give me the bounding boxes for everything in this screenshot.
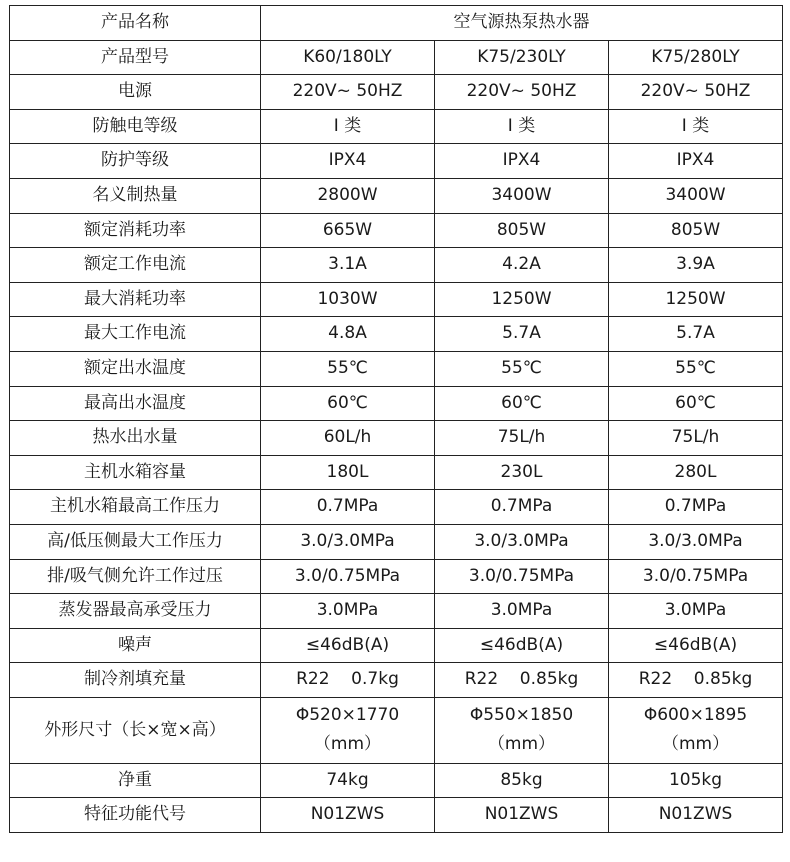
row-label: 排/吸气侧允许工作过压	[10, 559, 261, 594]
table-row	[10, 109, 783, 144]
spec-value-cell: N01ZWS	[261, 798, 435, 833]
spec-value-cell: 805W	[435, 213, 609, 248]
table-row	[10, 386, 783, 421]
spec-value-cell: 3.9A	[609, 248, 783, 283]
tail-rows	[10, 763, 783, 832]
spec-value-cell: 85kg	[435, 763, 609, 798]
spec-value-cell: 5.7A	[609, 317, 783, 352]
row-label: 产品型号	[10, 40, 261, 75]
row-label: 产品名称	[10, 6, 261, 41]
spec-table	[9, 5, 783, 833]
spec-value-cell: IPX4	[435, 144, 609, 179]
spec-value-cell: 665W	[261, 213, 435, 248]
spec-value-cell: 3.0/0.75MPa	[261, 559, 435, 594]
row-label: 额定消耗功率	[10, 213, 261, 248]
row-label: 净重	[10, 763, 261, 798]
spec-value-cell: 60℃	[261, 386, 435, 421]
row-label: 主机水箱最高工作压力	[10, 490, 261, 525]
spec-value-cell: 75L/h	[435, 421, 609, 456]
table-row	[10, 421, 783, 456]
spec-value-cell: N01ZWS	[435, 798, 609, 833]
spec-value-cell: 220V~ 50HZ	[261, 75, 435, 110]
row-label: 高/低压侧最大工作压力	[10, 524, 261, 559]
table-row	[10, 75, 783, 110]
table-row	[10, 594, 783, 629]
spec-value-cell: K60/180LY	[261, 40, 435, 75]
spec-value-cell: 3.0MPa	[609, 594, 783, 629]
spec-value-cell: 3.0/3.0MPa	[609, 524, 783, 559]
table-row	[10, 628, 783, 663]
spec-rows	[10, 40, 783, 697]
table-row	[10, 144, 783, 179]
table-row	[10, 524, 783, 559]
table-row	[10, 798, 783, 833]
spec-value-cell: ≤46dB(A)	[435, 628, 609, 663]
spec-value-cell: IPX4	[261, 144, 435, 179]
spec-value-cell: 4.2A	[435, 248, 609, 283]
spec-value-cell: 55℃	[261, 351, 435, 386]
dimension-cell	[435, 697, 609, 763]
spec-value-cell: 105kg	[609, 763, 783, 798]
table-row	[10, 351, 783, 386]
row-label: 热水出水量	[10, 421, 261, 456]
table-row	[10, 455, 783, 490]
spec-value-cell: 3.0/3.0MPa	[261, 524, 435, 559]
table-row-product-name	[10, 6, 783, 41]
spec-value-cell: 220V~ 50HZ	[609, 75, 783, 110]
spec-value-cell: 230L	[435, 455, 609, 490]
table-row	[10, 213, 783, 248]
row-label: 蒸发器最高承受压力	[10, 594, 261, 629]
spec-value-cell: R22 0.7kg	[261, 663, 435, 698]
row-label: 电源	[10, 75, 261, 110]
dimension-cell	[261, 697, 435, 763]
spec-value-cell: 0.7MPa	[261, 490, 435, 525]
spec-value-cell: 280L	[609, 455, 783, 490]
table-row	[10, 248, 783, 283]
spec-value-cell: I 类	[609, 109, 783, 144]
spec-value-cell: 220V~ 50HZ	[435, 75, 609, 110]
table-row	[10, 178, 783, 213]
row-label: 防护等级	[10, 144, 261, 179]
spec-value-cell: 3.0/3.0MPa	[435, 524, 609, 559]
spec-value-cell: 75L/h	[609, 421, 783, 456]
table-row	[10, 490, 783, 525]
table-row-dimensions	[10, 697, 783, 763]
spec-value-cell: 60℃	[609, 386, 783, 421]
spec-value-cell: ≤46dB(A)	[609, 628, 783, 663]
spec-value-cell: R22 0.85kg	[435, 663, 609, 698]
spec-value-cell: 60℃	[435, 386, 609, 421]
spec-value-cell: 4.8A	[261, 317, 435, 352]
dimension-value: Φ600×1895	[643, 705, 748, 726]
dimension-unit: （mm）	[313, 733, 382, 754]
spec-value-cell: 0.7MPa	[435, 490, 609, 525]
table-row	[10, 317, 783, 352]
spec-value-cell: 5.7A	[435, 317, 609, 352]
table-row	[10, 40, 783, 75]
spec-value-cell: IPX4	[609, 144, 783, 179]
table-row	[10, 559, 783, 594]
row-label: 制冷剂填充量	[10, 663, 261, 698]
spec-value-cell: 1250W	[609, 282, 783, 317]
spec-value-cell: K75/280LY	[609, 40, 783, 75]
spec-value-cell: 55℃	[609, 351, 783, 386]
dimension-value: Φ520×1770	[295, 705, 400, 726]
table-row	[10, 663, 783, 698]
dimension-unit: （mm）	[487, 733, 556, 754]
row-label: 额定工作电流	[10, 248, 261, 283]
spec-value-cell: I 类	[435, 109, 609, 144]
spec-value-cell: 805W	[609, 213, 783, 248]
row-label: 噪声	[10, 628, 261, 663]
spec-value-cell: ≤46dB(A)	[261, 628, 435, 663]
row-label: 主机水箱容量	[10, 455, 261, 490]
table-row	[10, 763, 783, 798]
spec-value-cell: 3.0/0.75MPa	[435, 559, 609, 594]
spec-value-cell: 1250W	[435, 282, 609, 317]
spec-value-cell: 3400W	[609, 178, 783, 213]
spec-value-cell: 180L	[261, 455, 435, 490]
row-label: 最大消耗功率	[10, 282, 261, 317]
table-row	[10, 282, 783, 317]
spec-value-cell: 3.1A	[261, 248, 435, 283]
row-label: 名义制热量	[10, 178, 261, 213]
product-name-value: 空气源热泵热水器	[261, 6, 783, 41]
dimension-cell	[609, 697, 783, 763]
spec-value-cell: 3.0MPa	[435, 594, 609, 629]
row-label: 最大工作电流	[10, 317, 261, 352]
spec-value-cell: 3400W	[435, 178, 609, 213]
spec-value-cell: 74kg	[261, 763, 435, 798]
row-label: 外形尺寸（长×宽×高）	[10, 697, 261, 763]
dimension-value: Φ550×1850	[469, 705, 574, 726]
row-label: 额定出水温度	[10, 351, 261, 386]
row-label: 最高出水温度	[10, 386, 261, 421]
spec-value-cell: 1030W	[261, 282, 435, 317]
spec-value-cell: N01ZWS	[609, 798, 783, 833]
dimension-unit: （mm）	[661, 733, 730, 754]
spec-value-cell: 60L/h	[261, 421, 435, 456]
spec-value-cell: 55℃	[435, 351, 609, 386]
spec-value-cell: K75/230LY	[435, 40, 609, 75]
spec-value-cell: I 类	[261, 109, 435, 144]
row-label: 防触电等级	[10, 109, 261, 144]
row-label: 特征功能代号	[10, 798, 261, 833]
spec-value-cell: 2800W	[261, 178, 435, 213]
spec-value-cell: 3.0MPa	[261, 594, 435, 629]
spec-value-cell: 3.0/0.75MPa	[609, 559, 783, 594]
spec-value-cell: 0.7MPa	[609, 490, 783, 525]
spec-value-cell: R22 0.85kg	[609, 663, 783, 698]
